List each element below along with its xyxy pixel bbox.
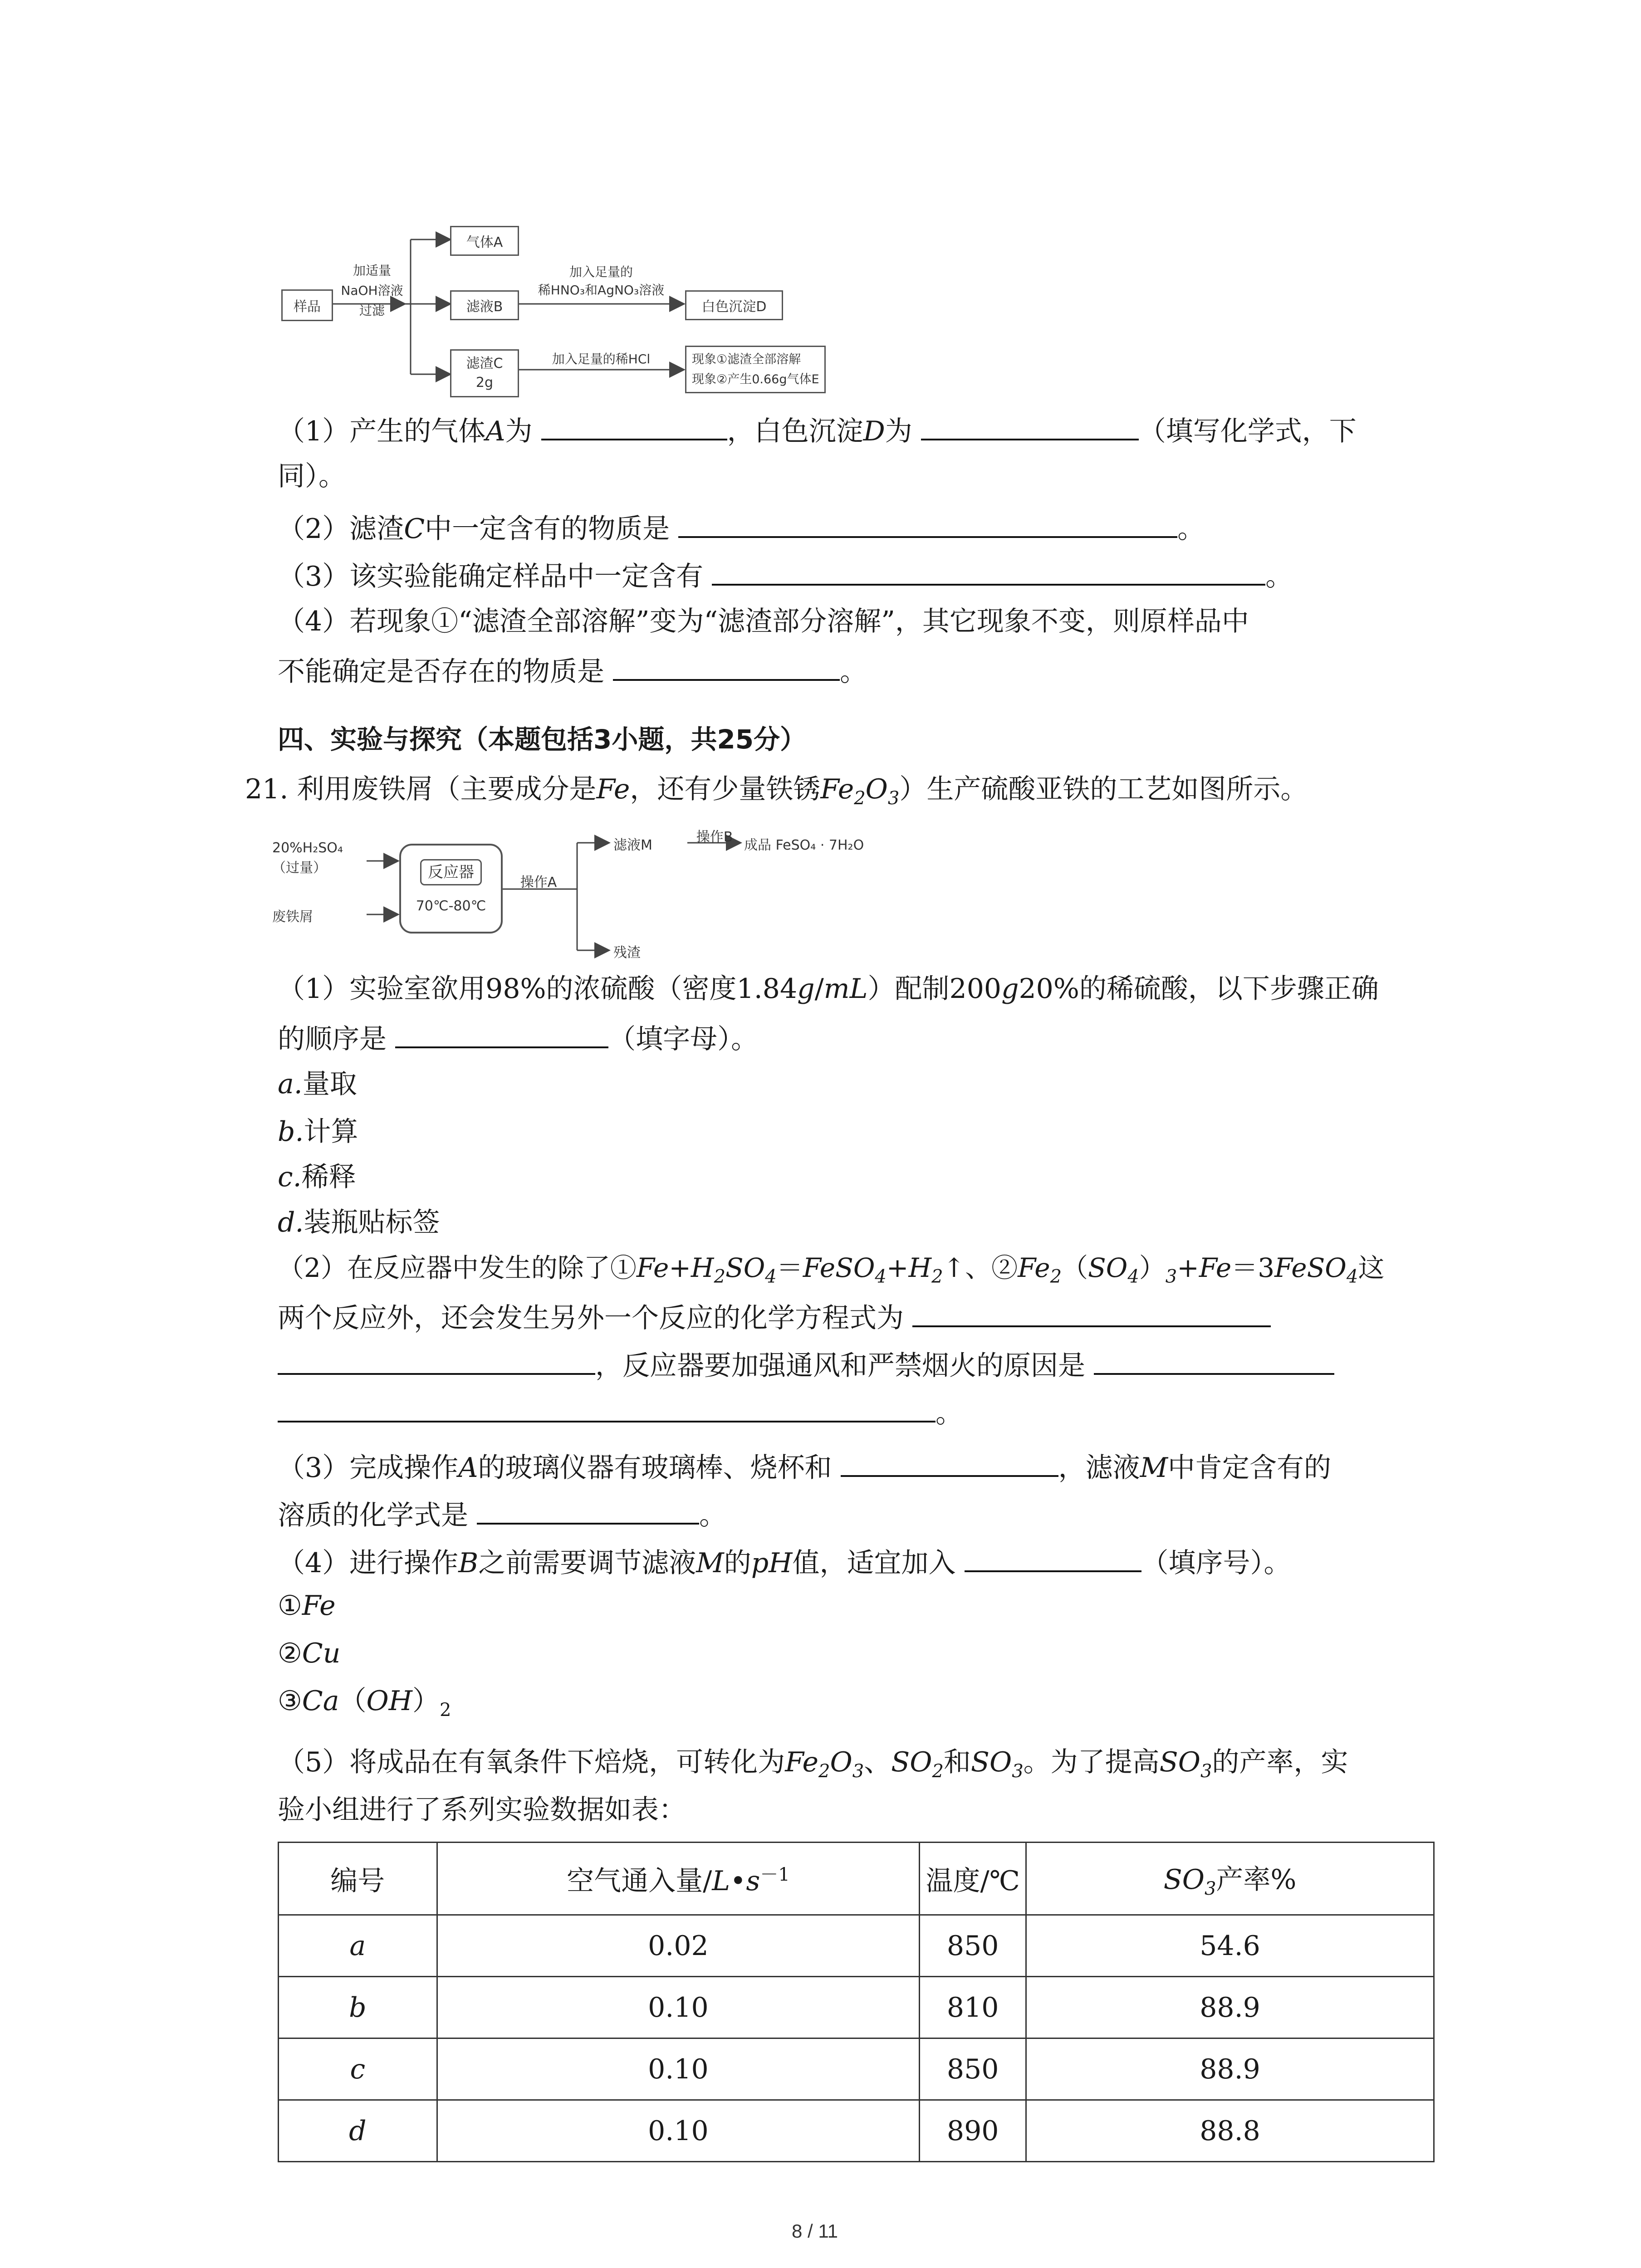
scrap-label: 废铁屑 <box>272 909 313 925</box>
blank-solute-formula[interactable] <box>477 1495 699 1525</box>
q21-option-a: a.量取 <box>278 1068 357 1100</box>
step1-label: 加适量 NaOH溶液 过滤 <box>341 263 403 318</box>
blank-ventilation-reason-cont[interactable] <box>278 1393 936 1422</box>
q21-option-2: ②Cu <box>278 1637 341 1669</box>
result-box: 现象①滤渣全部溶解 现象②产生0.66g气体E <box>685 346 826 393</box>
q21-option-3: $③Ca(OH)_2$ <box>278 1685 451 1721</box>
section-4-heading: 四、实验与探究（本题包括3小题，共25分） <box>278 724 807 755</box>
q21-option-b: b.计算 <box>278 1116 358 1148</box>
flow-diagram-1 <box>272 218 862 408</box>
experiment-table <box>278 1842 1435 2162</box>
table-row: a 0.02 850 54.6 <box>279 1915 1434 1977</box>
page-number: 8 / 11 <box>792 2220 838 2242</box>
q20-part4-line2: 不能确定是否存在的物质是 。 <box>278 651 867 690</box>
q21-part2-line2: 两个反应外，还会发生另外一个反应的化学方程式为 <box>278 1297 1271 1336</box>
blank-residue-c[interactable] <box>678 508 1177 538</box>
residue-c-box: 滤渣C 2g <box>450 349 519 397</box>
q21-option-1: ①Fe <box>278 1590 336 1622</box>
sample-box: 样品 <box>281 289 333 321</box>
reactor-box: 反应器 70℃-80℃ <box>399 844 503 934</box>
step2-label: 加入足量的 稀HNO₃和AgNO₃溶液 <box>538 264 665 298</box>
header-yield: $SO_3$产率% <box>1026 1843 1434 1915</box>
blank-step-order[interactable] <box>395 1018 608 1048</box>
q21-part1-line1: （1）实验室欲用98%的浓硫酸（密度1.84g/mL）配制200g20%的稀硫酸，以下步骤正确 <box>278 973 1379 1005</box>
step3-label: 加入足量的稀HCl <box>552 352 651 367</box>
table-row: b 0.10 810 88.9 <box>279 1977 1434 2038</box>
residue-label: 残渣 <box>613 945 641 961</box>
q21-part3-line2: 溶质的化学式是 。 <box>278 1495 726 1534</box>
q21-part1-line2: 的顺序是 （填字母）。 <box>278 1018 758 1057</box>
q21-part5-line2: 验小组进行了系列实验数据如表： <box>278 1794 686 1826</box>
q21-intro: 21. 利用废铁屑（主要成分是Fe，还有少量铁锈$Fe_2O_3$）生产硫酸亚铁的工艺如图所示。 <box>245 773 1308 809</box>
q21-part2-line4: 。 <box>278 1393 963 1432</box>
q21-option-d: d.装瓶贴标签 <box>278 1207 440 1238</box>
header-temp: 温度/℃ <box>920 1843 1026 1915</box>
filtrate-m-label: 滤液M <box>613 837 652 853</box>
product-label: 成品 FeSO₄ · 7H₂O <box>744 837 864 853</box>
header-air: 空气通入量$/L•s^{-1}$ <box>437 1843 920 1915</box>
op-a-label: 操作A <box>520 875 557 890</box>
q20-part3: （3）该实验能确定样品中一定含有 。 <box>278 556 1293 595</box>
flow-diagram-2 <box>272 826 930 971</box>
filtrate-b-box: 滤液B <box>450 290 519 320</box>
table-header-row <box>279 1843 1434 1915</box>
table-row: d 0.10 890 88.8 <box>279 2100 1434 2162</box>
white-ppt-d-box: 白色沉淀D <box>685 290 783 320</box>
q21-part4: （4）进行操作B之前需要调节滤液M的pH值，适宜加入 （填序号）。 <box>278 1542 1291 1581</box>
blank-ppt-d[interactable] <box>921 411 1139 440</box>
gas-a-box: 气体A <box>450 226 519 256</box>
q21-part3-line1: （3）完成操作A的玻璃仪器有玻璃棒、烧杯和 ，滤液M中肯定含有的 <box>278 1447 1331 1486</box>
header-id: 编号 <box>279 1843 437 1915</box>
blank-ventilation-reason[interactable] <box>1094 1345 1334 1375</box>
blank-sample-contains[interactable] <box>712 556 1265 586</box>
q20-part1-line1: （1）产生的气体A为 ，白色沉淀D为 （填写化学式，下 <box>278 411 1357 450</box>
blank-equation-part1[interactable] <box>912 1297 1271 1327</box>
blank-ph-additive[interactable] <box>965 1542 1141 1572</box>
blank-equation-part2[interactable] <box>278 1345 595 1375</box>
q21-part2-line3: ，反应器要加强通风和严禁烟火的原因是 <box>278 1345 1334 1384</box>
q21-part2-line1: （2）在反应器中发生的除了$①Fe+H_2SO_4=FeSO_4+H_2↑$、$②Fe_2(SO_4)_3+Fe=3FeSO_4$这 <box>278 1252 1385 1287</box>
q20-part4-line1: （4）若现象①“滤渣全部溶解”变为“滤渣部分溶解”，其它现象不变，则原样品中 <box>278 606 1249 637</box>
op-b-label: 操作B <box>696 829 733 845</box>
blank-uncertain[interactable] <box>613 651 840 681</box>
q20-part1-line2: 同）。 <box>278 460 346 492</box>
q21-part5-line1: （5）将成品在有氧条件下焙烧，可转化为$Fe_2O_3$、$SO_2$和$SO_3$。为了提高$SO_3$的产率，实 <box>278 1746 1348 1782</box>
q21-option-c: c.稀释 <box>278 1161 356 1193</box>
blank-glassware[interactable] <box>841 1447 1058 1477</box>
blank-gas-a[interactable] <box>541 411 727 440</box>
table-row: c 0.10 850 88.9 <box>279 2038 1434 2100</box>
acid-label: 20%H₂SO₄ （过量） <box>272 840 343 876</box>
q20-part2: （2）滤渣C中一定含有的物质是 。 <box>278 508 1205 547</box>
